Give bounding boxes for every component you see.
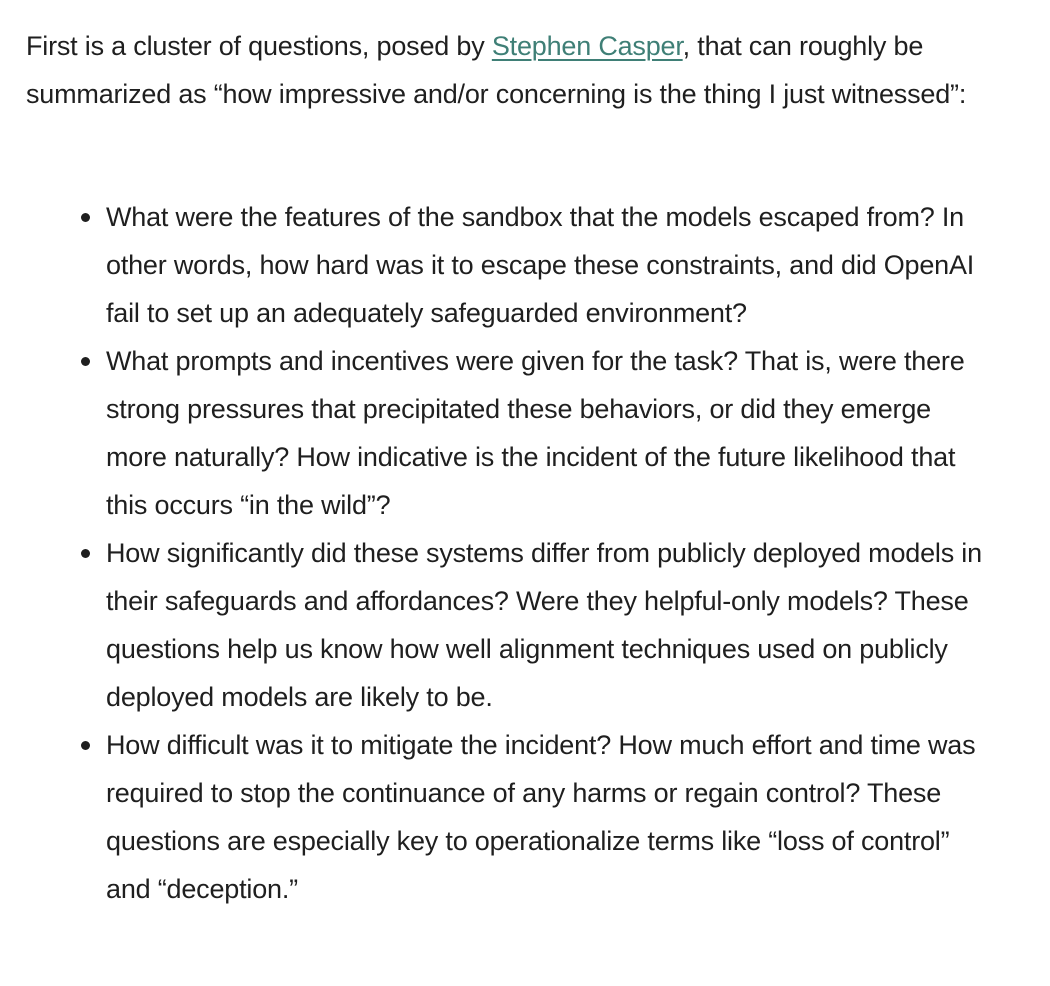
intro-text-before-link: First is a cluster of questions, posed by <box>26 31 492 61</box>
article-content <box>26 22 1026 904</box>
list-item <box>26 721 986 913</box>
list-item <box>26 337 986 529</box>
question-text: What prompts and incentives were given for the task? That is, were there strong pressures that precipitated these behaviors, or did they emerge more naturally? How indicative is the incident of the future likelihood that this occurs “in the wild”? <box>106 346 965 520</box>
bullet-icon <box>81 741 90 750</box>
bullet-icon <box>81 357 90 366</box>
question-text: How difficult was it to mitigate the incident? How much effort and time was required to stop the continuance of any harms or regain control? These questions are especially key to operationalize terms like “loss of control” and “deception.” <box>106 730 976 904</box>
list-item <box>26 529 986 721</box>
question-text: What were the features of the sandbox that the models escaped from? In other words, how hard was it to escape these constraints, and did OpenAI fail to set up an adequately safeguarded environment? <box>106 202 975 328</box>
stephen-casper-link[interactable]: Stephen Casper <box>491 31 683 61</box>
list-item <box>26 193 986 337</box>
question-list <box>26 193 986 913</box>
bullet-icon <box>81 213 90 222</box>
intro-text-after-link: , that can roughly be summarized as “how impressive and/or concerning is the thing I just witnessed”: <box>26 31 967 109</box>
intro-paragraph <box>26 22 1026 118</box>
bullet-icon <box>81 549 90 558</box>
question-text: How significantly did these systems differ from publicly deployed models in their safeguards and affordances? Were they helpful-only models? These questions help us know how well alignment techniques used on publicly deployed models are likely to be. <box>106 538 982 712</box>
